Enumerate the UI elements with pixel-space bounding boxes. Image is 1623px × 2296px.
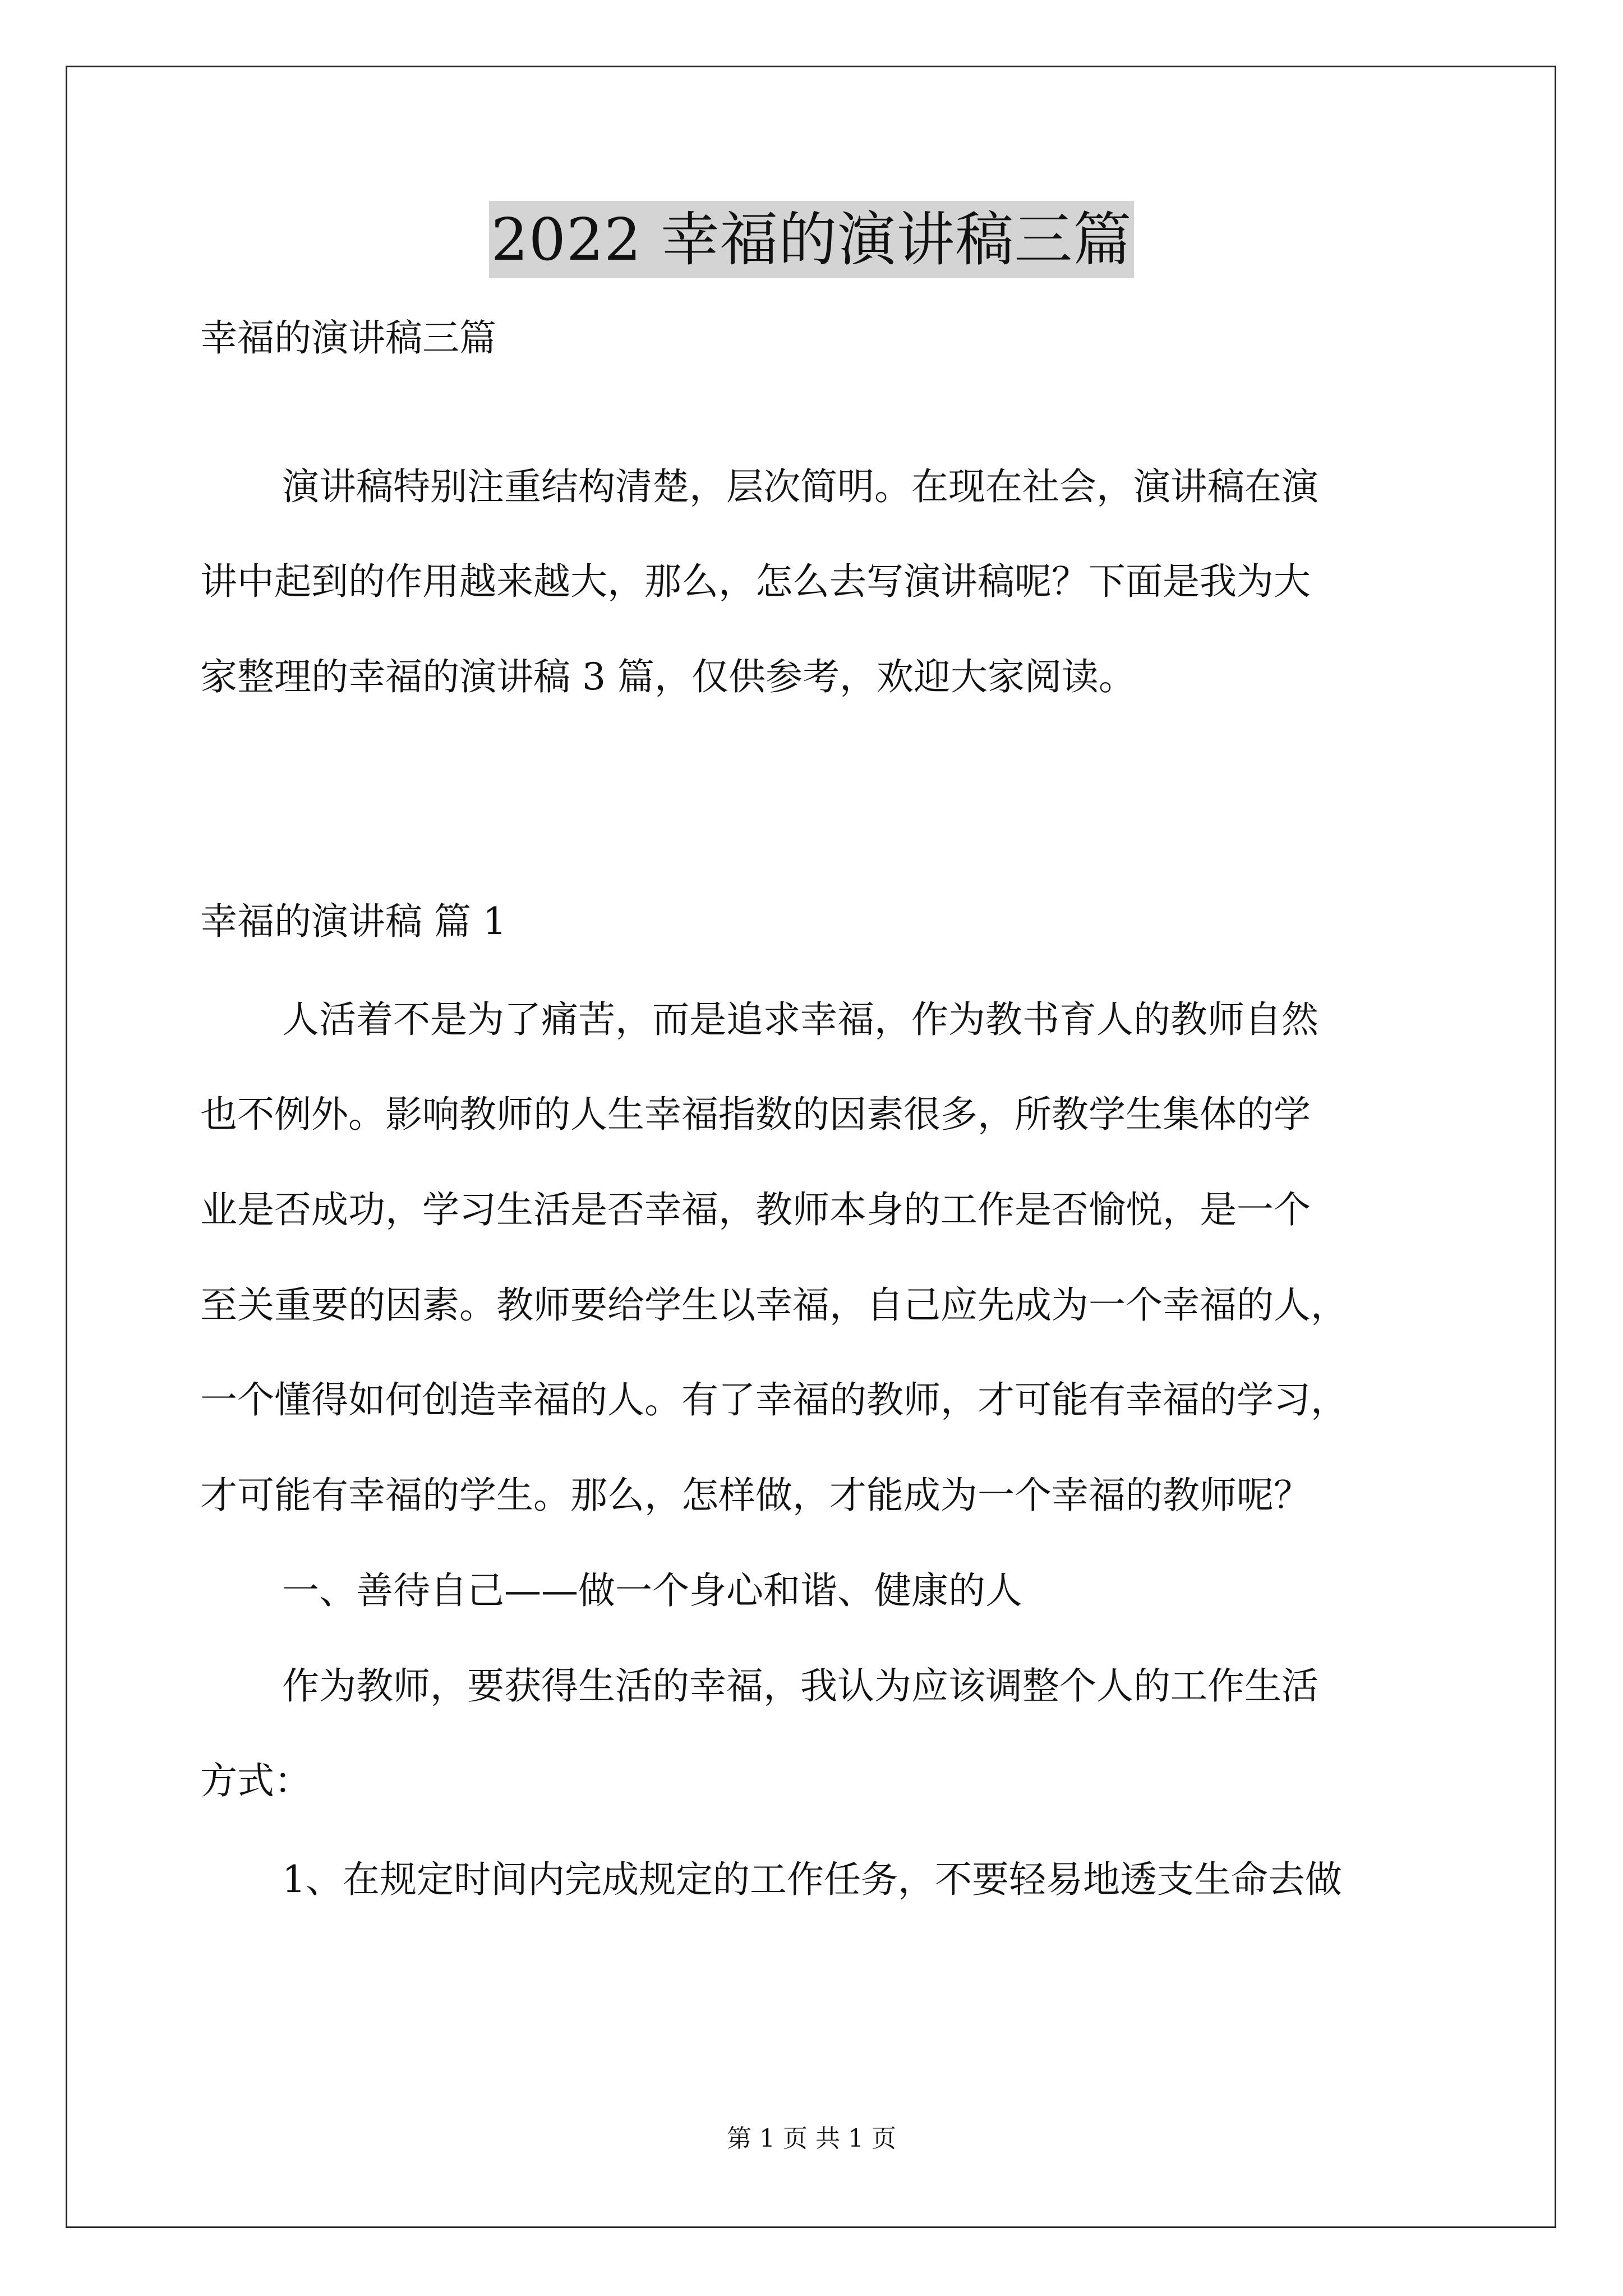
- intro-line: 讲中起到的作用越来越大，那么，怎么去写演讲稿呢？下面是我为大: [200, 560, 1311, 603]
- title-container: [0, 201, 1623, 278]
- paragraph-line: 也不例外。影响教师的人生幸福指数的因素很多，所教学生集体的学: [200, 1093, 1311, 1136]
- paragraph-line: 一个懂得如何创造幸福的人。有了幸福的教师，才可能有幸福的学习，: [200, 1378, 1348, 1421]
- page-footer: 第 1 页 共 1 页: [727, 2124, 896, 2153]
- paragraph-line: 人活着不是为了痛苦，而是追求幸福，作为教书育人的教师自然: [282, 998, 1318, 1041]
- page-border: [66, 66, 1556, 2228]
- paragraph-line: 作为教师，要获得生活的幸福，我认为应该调整个人的工作生活: [282, 1664, 1318, 1708]
- paragraph-line: 方式：: [200, 1759, 311, 1802]
- paragraph-line: 才可能有幸福的学生。那么，怎样做，才能成为一个幸福的教师呢？: [200, 1474, 1311, 1517]
- subheading-line: 一、善待自己——做一个身心和谐、健康的人: [282, 1569, 1022, 1612]
- intro-line: 家整理的幸福的演讲稿 3 篇，仅供参考，欢迎大家阅读。: [200, 655, 1136, 698]
- document-title: 2022 幸福的演讲稿三篇: [489, 201, 1135, 278]
- paragraph-line: 1、在规定时间内完成规定的工作任务，不要轻易地透支生命去做: [282, 1858, 1342, 1901]
- intro-line: 演讲稿特别注重结构清楚，层次简明。在现在社会，演讲稿在演: [282, 465, 1318, 508]
- section-heading: 幸福的演讲稿 篇 1: [200, 900, 506, 943]
- paragraph-line: 业是否成功，学习生活是否幸福，教师本身的工作是否愉悦，是一个: [200, 1188, 1311, 1231]
- paragraph-line: 至关重要的因素。教师要给学生以幸福，自己应先成为一个幸福的人，: [200, 1283, 1348, 1327]
- subtitle: 幸福的演讲稿三篇: [200, 316, 496, 360]
